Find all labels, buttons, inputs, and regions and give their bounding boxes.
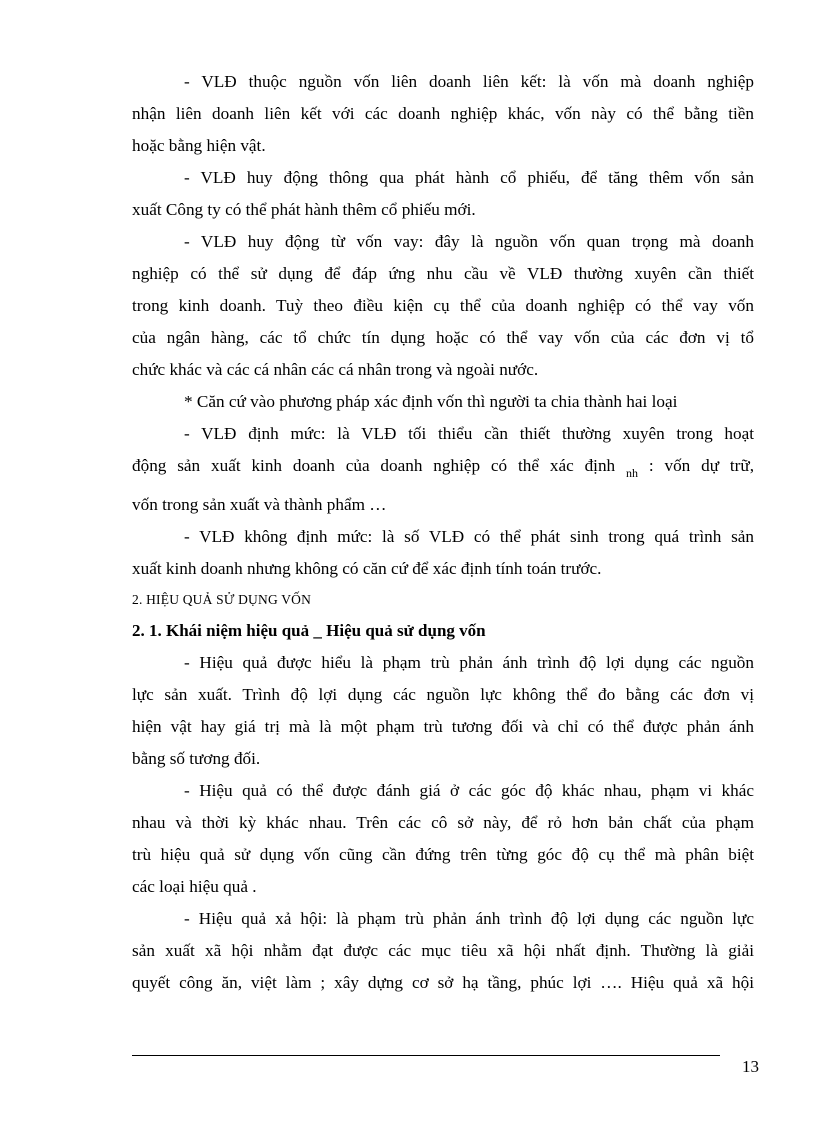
paragraph-line: - VLĐ thuộc nguồn vốn liên doanh liên kết: là vốn mà doanh nghiệp	[184, 72, 754, 91]
subsection-heading: 2. 1. Khái niệm hiệu quả _ Hiệu quả sử dụng vốn	[132, 621, 486, 640]
paragraph-line: hiện vật hay giá trị mà là một phạm trù tương đối và chỉ có thể được phản ánh	[132, 717, 754, 736]
paragraph-line: * Căn cứ vào phương pháp xác định vốn thì người ta chia thành hai loại	[184, 392, 678, 411]
paragraph-line: hoặc bằng hiện vật.	[132, 136, 266, 155]
paragraph-line: trù hiệu quả sử dụng vốn cũng cần đứng trên từng góc độ cụ thể mà phân biệt	[132, 845, 754, 864]
paragraph-line: - VLĐ huy động từ vốn vay: đây là nguồn vốn quan trọng mà doanh	[184, 232, 754, 251]
section-heading: 2. HIỆU QUẢ SỬ DỤNG VỐN	[132, 592, 312, 607]
paragraph-line: - VLĐ huy động thông qua phát hành cổ phiếu, để tăng thêm vốn sản	[184, 168, 754, 187]
paragraph-line: nghiệp có thể sử dụng để đáp ứng nhu cầu về VLĐ thường xuyên cần thiết	[132, 264, 754, 283]
paragraph-line: - Hiệu quả xả hội: là phạm trù phản ánh trình độ lợi dụng các nguồn lực	[184, 909, 754, 928]
page-body	[132, 66, 754, 999]
paragraph-line	[132, 450, 754, 489]
paragraph-line: xuất kinh doanh nhưng không có căn cứ để xác định tính toán trước.	[132, 559, 602, 578]
paragraph-line: trong kinh doanh. Tuỳ theo điều kiện cụ thể của doanh nghiệp có thể vay vốn	[132, 296, 754, 315]
paragraph-line: nhau và thời kỳ khác nhau. Trên các cô sở này, để rỏ hơn bản chất của phạm	[132, 813, 754, 832]
paragraph-line: bằng số tương đối.	[132, 749, 261, 768]
footer-rule	[132, 1055, 720, 1056]
subscript-note: nh	[626, 466, 638, 480]
paragraph-line: quyết công ăn, việt làm ; xây dựng cơ sở hạ tầng, phúc lợi …. Hiệu quả xã hội	[132, 973, 754, 992]
paragraph-line: nhận liên doanh liên kết với các doanh nghiệp khác, vốn này có thể bằng tiền	[132, 104, 754, 123]
paragraph-line: sản xuất xã hội nhằm đạt được các mục tiêu xã hội nhất định. Thường là giải	[132, 941, 754, 960]
line-text: động sản xuất kinh doanh của doanh nghiệp có thể xác định	[132, 456, 616, 475]
paragraph-line: xuất Công ty có thể phát hành thêm cổ phiếu mới.	[132, 200, 476, 219]
paragraph-line: các loại hiệu quả .	[132, 877, 257, 896]
paragraph-line: của ngân hàng, các tổ chức tín dụng hoặc có thể vay vốn của các đơn vị tổ	[132, 328, 754, 347]
paragraph-line: lực sản xuất. Trình độ lợi dụng các nguồn lực không thể đo bằng các đơn vị	[132, 685, 754, 704]
page-number: 13	[742, 1057, 759, 1076]
line-text: : vốn dự trữ,	[648, 456, 755, 475]
paragraph-line: vốn trong sản xuất và thành phẩm …	[132, 495, 387, 514]
paragraph-line: - Hiệu quả được hiểu là phạm trù phản ánh trình độ lợi dụng các nguồn	[184, 653, 754, 672]
paragraph-line: - Hiệu quả có thể được đánh giá ở các góc độ khác nhau, phạm vi khác	[184, 781, 754, 800]
paragraph-line: - VLĐ định mức: là VLĐ tối thiểu cần thiết thường xuyên trong hoạt	[184, 424, 754, 443]
paragraph-line: chức khác và các cá nhân các cá nhân trong và ngoài nước.	[132, 360, 539, 379]
paragraph-line: - VLĐ không định mức: là số VLĐ có thể phát sinh trong quá trình sản	[184, 527, 754, 546]
